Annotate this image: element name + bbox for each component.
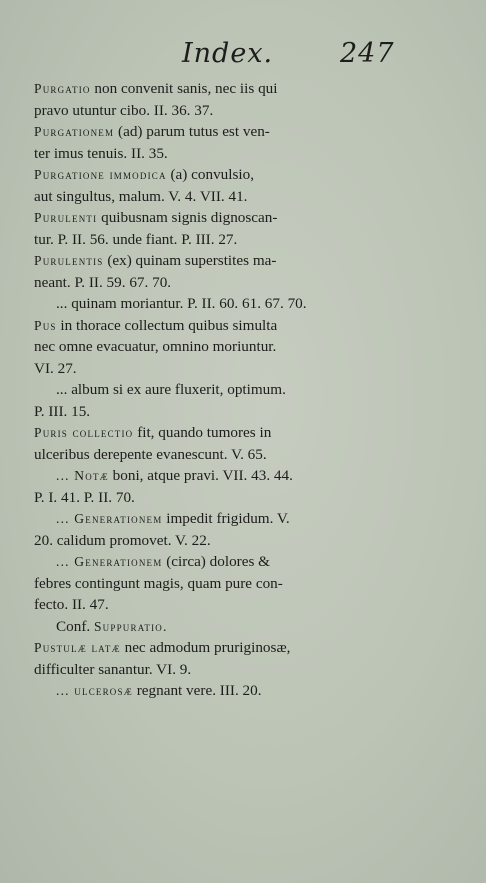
entry-text-line: regnant vere. III. 20. — [136, 682, 262, 699]
entry-headword: ... Generationem — [56, 511, 163, 526]
entry-text-line: 20. calidum promovet. V. 22. — [34, 531, 211, 549]
entry-text-line: (circa) dolores & — [166, 553, 270, 570]
entry-headword: Purgatio — [34, 81, 91, 96]
entry-text-line: P. III. 15. — [34, 402, 91, 420]
index-entry — [34, 164, 406, 207]
entry-headword: Purgationem — [34, 124, 115, 139]
entry-text-line: nec admodum pruriginosæ, — [124, 639, 291, 656]
entry-text-line: nec omne evacuatur, omnino moriuntur. — [34, 338, 277, 355]
entry-text-line: non convenit sanis, nec iis qui — [94, 80, 278, 97]
entry-text-line: boni, atque pravi. VII. 43. 44. — [112, 467, 293, 484]
entry-text-line: in thorace collectum quibus simulta — [60, 316, 278, 334]
entry-headword: Purulentis — [34, 253, 104, 268]
index-entry — [34, 551, 406, 616]
entry-text-line: (a) convulsio, — [170, 166, 254, 183]
entry-text-line: impedit frigidum. V. — [166, 510, 290, 527]
entry-text-line: fecto. II. 47. — [34, 596, 109, 613]
entry-text-line: ... quinam moriantur. P. II. 60. 61. 67. 70. — [56, 295, 307, 312]
index-entry — [34, 616, 406, 638]
entry-text-line: febres contingunt magis, quam pure con- — [34, 574, 283, 592]
index-entry — [34, 465, 406, 508]
entry-text-line: ... album si ex aure fluxerit, optimum. — [56, 381, 286, 398]
entry-text-line: quibusnam signis dignoscan- — [101, 209, 278, 226]
running-title: Index. — [182, 38, 274, 69]
index-entry — [34, 637, 406, 680]
index-entry — [34, 315, 406, 380]
page-header — [0, 38, 486, 74]
entry-headword: Pustulæ latæ — [34, 640, 121, 655]
page-number: 247 — [340, 38, 395, 69]
index-entry — [34, 121, 406, 164]
index-entry — [34, 422, 406, 465]
entry-text-line: difficulter sanantur. VI. 9. — [34, 660, 192, 678]
entry-text-line: aut singultus, malum. V. 4. VII. 41. — [34, 187, 248, 205]
entry-text-line: tur. P. II. 56. unde fiant. P. III. 27. — [34, 230, 238, 248]
entry-text-line: neant. P. II. 59. 67. 70. — [34, 273, 172, 291]
entry-headword: Conf. — [56, 617, 91, 635]
index-entries — [34, 78, 406, 702]
index-entry — [34, 207, 406, 250]
entry-text-line: (ex) quinam superstites ma- — [107, 252, 277, 269]
entry-text-line: fit, quando tumores in — [137, 424, 272, 441]
entry-text-line: (ad) parum tutus est ven- — [118, 123, 270, 140]
index-entry — [34, 508, 406, 551]
index-entry — [34, 78, 406, 121]
entry-text-line: P. I. 41. P. II. 70. — [34, 488, 135, 506]
entry-headword: ... Notæ — [56, 468, 109, 483]
index-entry — [34, 379, 406, 422]
entry-text-line: ulceribus derepente evanescunt. V. 65. — [34, 445, 267, 463]
entry-headword: Puris collectio — [34, 425, 134, 440]
entry-text-line: VI. 27. — [34, 359, 77, 377]
index-entry — [34, 293, 406, 315]
entry-text-line: pravo utuntur cibo. II. 36. 37. — [34, 101, 214, 119]
entry-headword: Purulenti — [34, 210, 98, 225]
index-entry — [34, 250, 406, 293]
index-entry — [34, 680, 406, 702]
entry-headword: ... Generationem — [56, 554, 163, 569]
entry-headword: ... ulcerosæ — [56, 683, 133, 698]
entry-text-line: ter imus tenuis. II. 35. — [34, 144, 168, 162]
entry-headword: Pus — [34, 317, 57, 333]
entry-text-line: Suppuratio. — [93, 618, 168, 634]
entry-headword: Purgatione immodica — [34, 167, 167, 182]
